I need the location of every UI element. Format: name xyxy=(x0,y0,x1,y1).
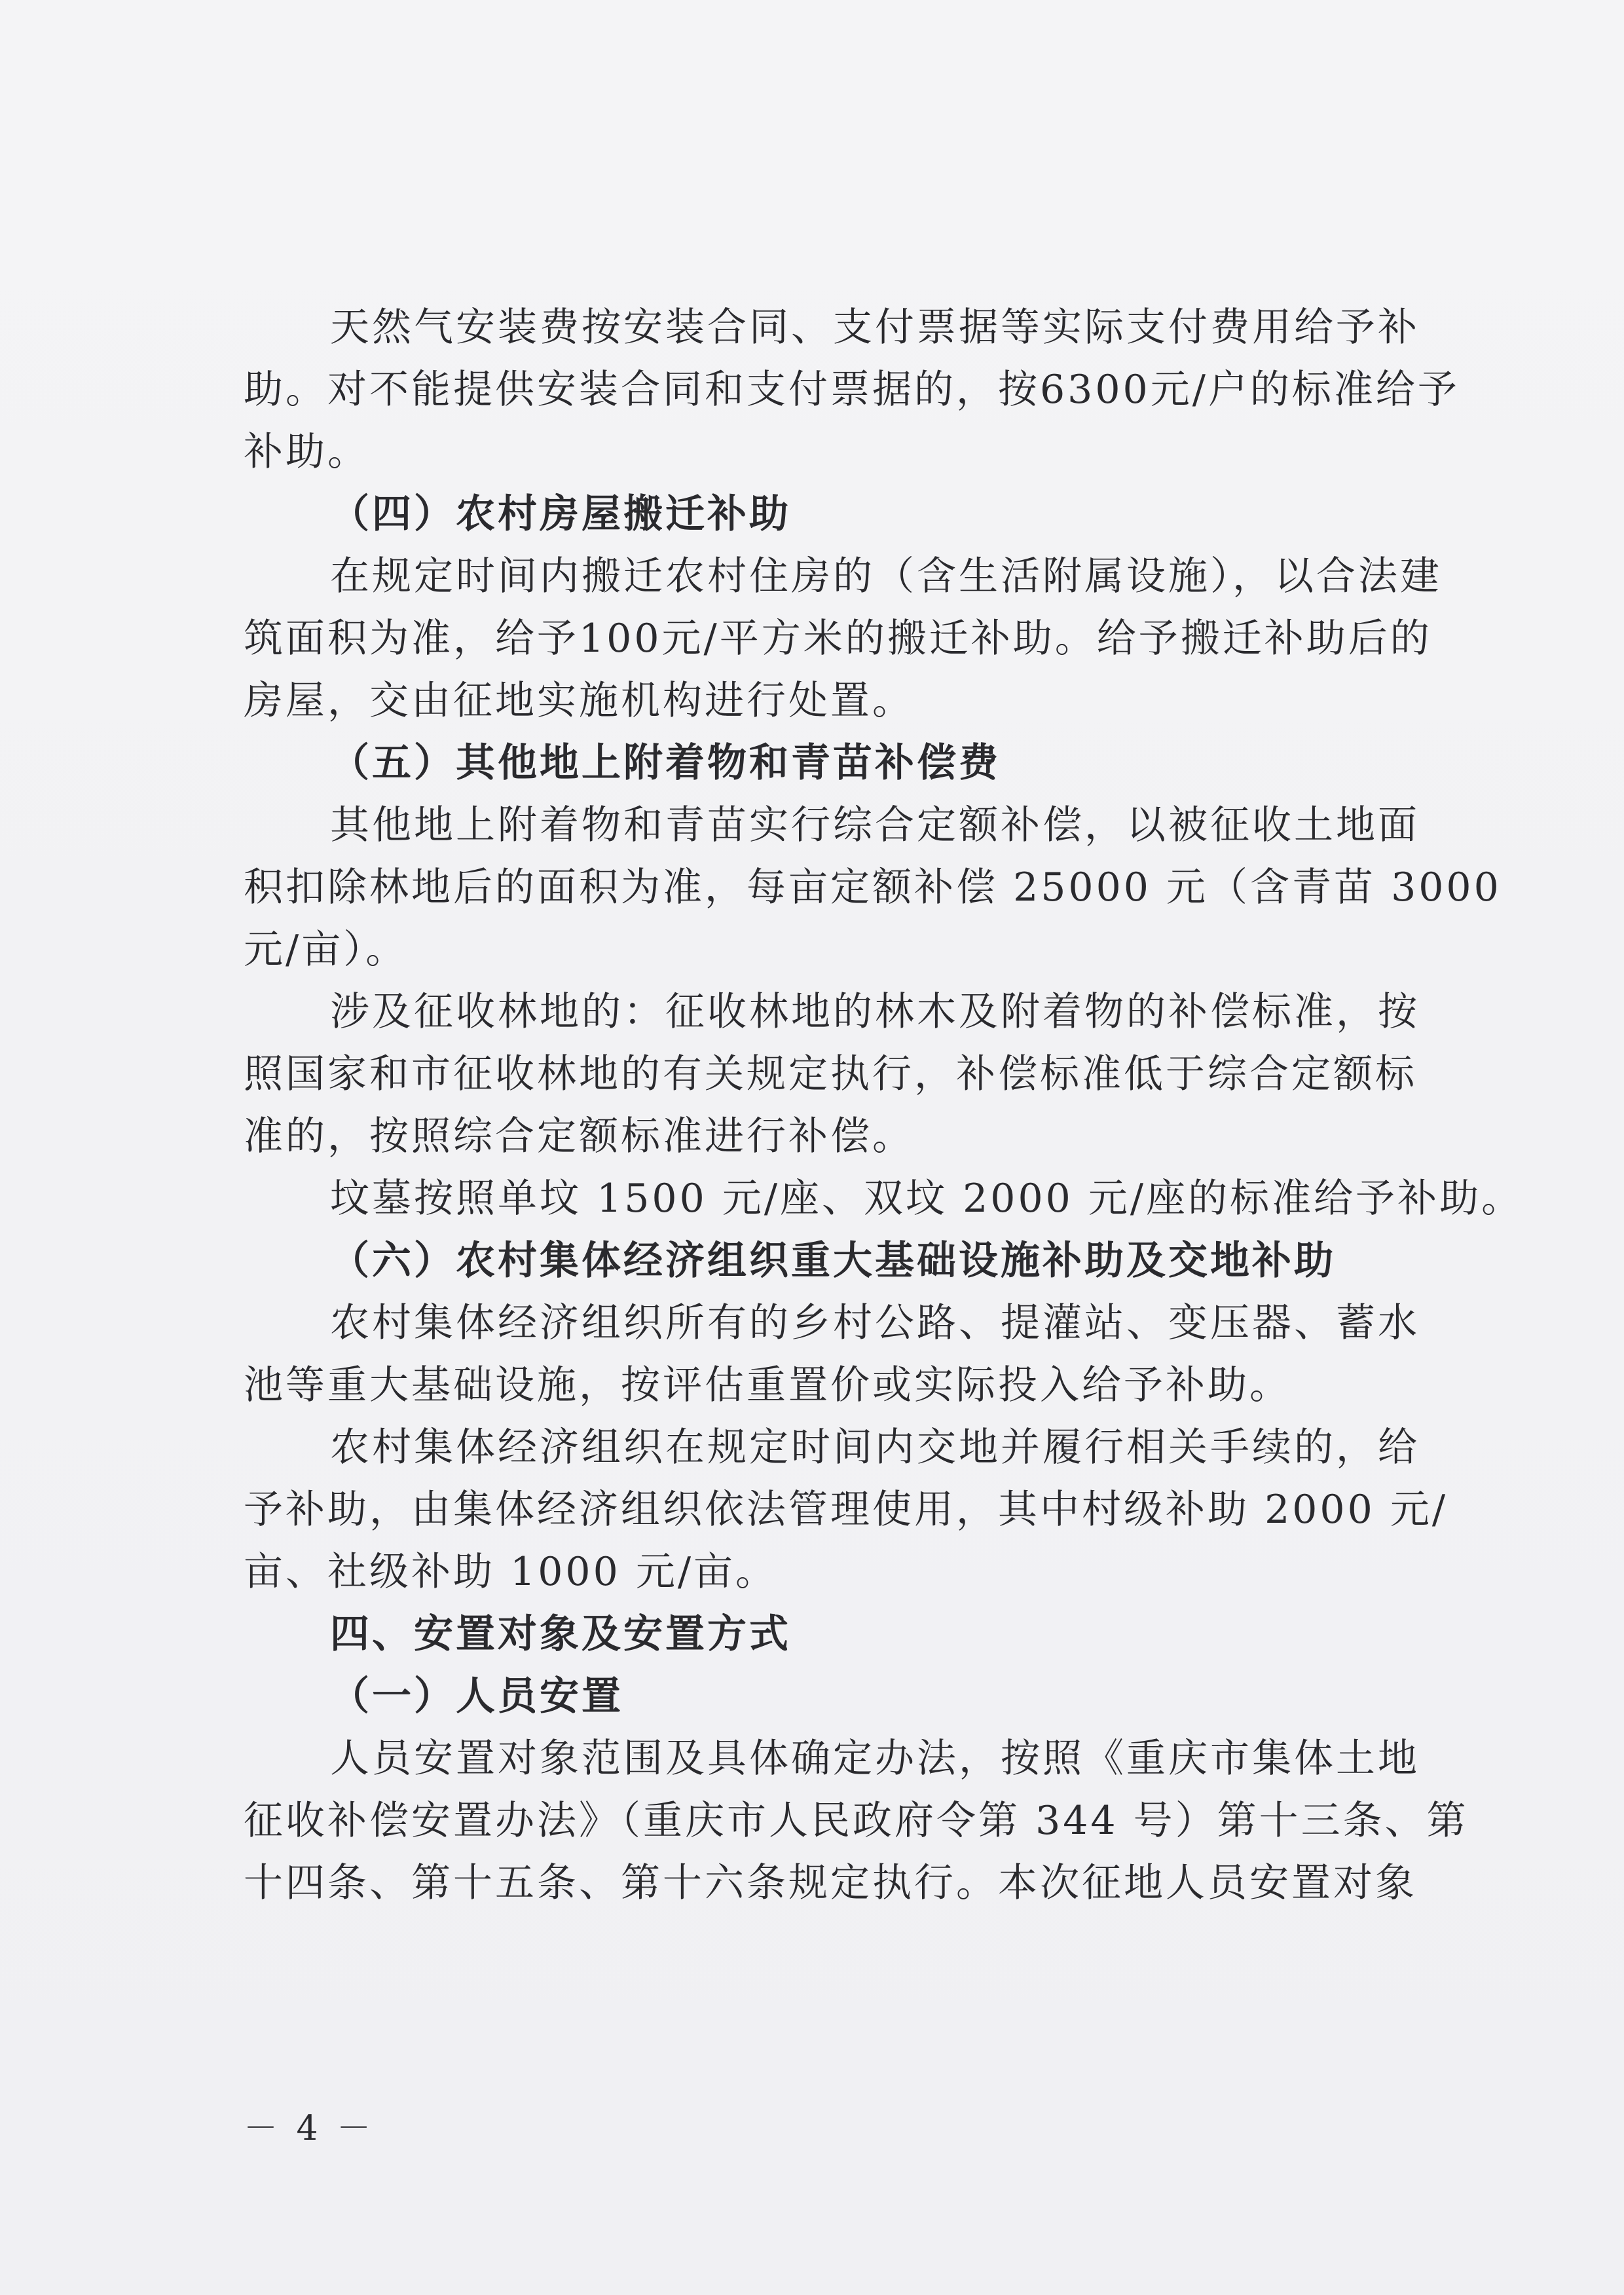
paragraph-line: 在规定时间内搬迁农村住房的（含生活附属设施），以合法建 xyxy=(330,553,1442,599)
paragraph-line: 亩、社级补助 1000 元/亩。 xyxy=(244,1549,778,1595)
paragraph-line: 涉及征收林地的：征收林地的林木及附着物的补偿标准，按 xyxy=(330,989,1420,1035)
paragraph-line: 元/亩）。 xyxy=(244,927,408,973)
paragraph-line: 准的，按照综合定额标准进行补偿。 xyxy=(244,1113,914,1159)
paragraph-line: 池等重大基础设施，按评估重置价或实际投入给予补助。 xyxy=(244,1362,1291,1408)
page-number: － 4 － xyxy=(244,2109,375,2148)
paragraph-line: 农村集体经济组织所有的乡村公路、提灌站、变压器、蓄水 xyxy=(330,1300,1420,1346)
paragraph-line: 农村集体经济组织在规定时间内交地并履行相关手续的，给 xyxy=(330,1425,1420,1470)
paragraph-line: 积扣除林地后的面积为准，每亩定额补偿 25000 元（含青苗 3000 xyxy=(244,865,1502,910)
paragraph-line: 予补助，由集体经济组织依法管理使用，其中村级补助 2000 元/ xyxy=(244,1487,1449,1533)
section-heading: （四）农村房屋搬迁补助 xyxy=(330,491,791,537)
paragraph-line: 征收补偿安置办法》（重庆市人民政府令第 344 号）第十三条、第 xyxy=(244,1798,1469,1844)
paragraph-line: 人员安置对象范围及具体确定办法，按照《重庆市集体土地 xyxy=(330,1736,1420,1782)
chapter-heading: 四、安置对象及安置方式 xyxy=(330,1611,791,1657)
section-heading: （五）其他地上附着物和青苗补偿费 xyxy=(330,740,1001,786)
paragraph-line: 助。对不能提供安装合同和支付票据的，按6300元/户的标准给予 xyxy=(244,367,1460,413)
section-heading: （六）农村集体经济组织重大基础设施补助及交地补助 xyxy=(330,1238,1336,1284)
paragraph-line: 补助。 xyxy=(244,429,369,475)
paragraph-line: 坟墓按照单坟 1500 元/座、双坟 2000 元/座的标准给予补助。 xyxy=(330,1176,1524,1222)
paragraph-line: 十四条、第十五条、第十六条规定执行。本次征地人员安置对象 xyxy=(244,1860,1417,1906)
paragraph-line: 照国家和市征收林地的有关规定执行，补偿标准低于综合定额标 xyxy=(244,1051,1417,1097)
section-heading: （一）人员安置 xyxy=(330,1673,623,1719)
paragraph-line: 其他地上附着物和青苗实行综合定额补偿，以被征收土地面 xyxy=(330,802,1420,848)
paragraph-line: 房屋，交由征地实施机构进行处置。 xyxy=(244,678,914,724)
paragraph-line: 天然气安装费按安装合同、支付票据等实际支付费用给予补 xyxy=(330,305,1420,350)
paragraph-line: 筑面积为准，给予100元/平方米的搬迁补助。给予搬迁补助后的 xyxy=(244,616,1432,662)
